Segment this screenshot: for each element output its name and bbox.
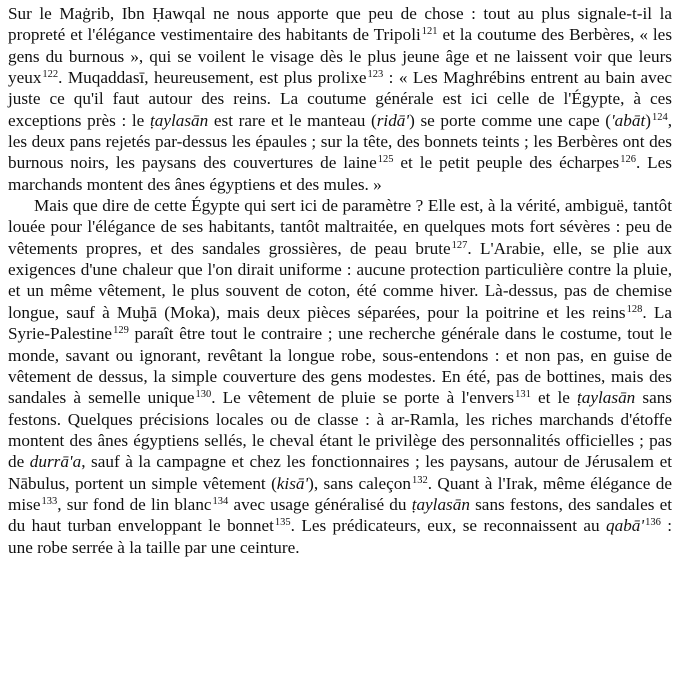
italic-term: ṭaylasān [411, 494, 470, 514]
italic-term: 'abāt [611, 110, 646, 130]
text-run: , les deux pans rejetés par-dessus les épaules ; sur la tête, des bonnets teints ; les Berbères ont des burnous noirs, les paysans des couvertures de laine [8, 110, 673, 173]
footnote-ref: 127 [451, 239, 468, 251]
text-run: : une robe serrée à la taille par une ceinture. [8, 516, 673, 557]
text-run: : « Les Maghrébins entrent au bain avec juste ce qu'il faut autour des reins. La coutume générale est ici celle de l'Égypte, à ces exceptions près : le [8, 68, 672, 130]
text-run: avec usage généralisé du [228, 494, 412, 514]
text-run: . Quant à l'Irak, même élégance de mise [8, 473, 672, 514]
footnote-ref: 131 [515, 389, 531, 401]
paragraph-maghrib [8, 3, 672, 195]
footnote-ref: 129 [113, 325, 129, 337]
italic-term: ridā' [376, 110, 410, 130]
footnote-ref: 130 [195, 389, 212, 401]
footnote-ref: 133 [41, 495, 58, 507]
footnote-ref: 134 [212, 495, 229, 507]
text-run: sans festons. Quelques précisions locales ou de classe : à ar-Ramla, les riches marchands d'étoffe montent des ânes égyptiens sellés, le cheval étant le privilège des personnalités officielles ; pas de [8, 388, 672, 472]
footnote-ref: 124 [651, 111, 668, 123]
text-run: . La Syrie-Palestine [8, 302, 672, 344]
text-run: et la coutume des Berbères, « les gens du burnous », qui se voilent le visage dès le plus jeune âge et ne laissent voir que leurs yeux [8, 25, 673, 88]
footnote-ref: 122 [42, 69, 59, 81]
text-run: . Muqaddasī, heureusement, est plus prolixe [58, 68, 367, 88]
text-run: , sur fond de lin blanc [57, 494, 212, 514]
text-run: Sur le Maġrib, Ibn Ḥawqal ne nous apporte que peu de chose : tout au plus signale-t-il la propreté et l'élégance vestimentaire des habitants de Tripoli [8, 4, 672, 45]
footnote-ref: 136 [645, 517, 661, 529]
footnote-ref: 135 [274, 517, 291, 529]
footnote-ref: 123 [367, 69, 384, 81]
paragraph-egypte [8, 195, 672, 558]
text-run: est rare et le manteau ( [208, 110, 377, 130]
text-run: , sauf à la campagne et chez les fonctionnaires ; les paysans, autour de Jérusalem et Nābulus, portent un simple vêtement ( [8, 452, 672, 493]
text-run: ) [645, 110, 651, 130]
footnote-ref: 125 [377, 154, 394, 166]
text-run: et le [530, 388, 578, 408]
italic-term: durrā'a [29, 452, 82, 472]
text-run: ), sans caleçon [308, 473, 411, 493]
text-run: . Le vêtement de pluie se porte à l'envers [211, 388, 515, 408]
text-run: Mais que dire de cette Égypte qui sert ici de paramètre ? Elle est, à la vérité, ambiguë, tantôt louée pour l'élégance de ses habitants, tantôt maltraitée, en quelques mots fort sévères : peu de vêtements propres, et des sandales grossières, de peau brute [8, 196, 672, 258]
text-run: . Les prédicateurs, eux, se reconnaissent au [290, 516, 607, 536]
footnote-ref: 128 [626, 303, 643, 315]
text-run: paraît être tout le contraire ; une recherche générale dans le costume, tout le monde, savant ou ignorant, revêtant la longue robe, sous-entendons : et non pas, en guise de vêtement de dessus, la simple couverture des gens modestes. En été, pas de bottines, mais des sandales à semelle unique [8, 324, 672, 408]
italic-term: kisā' [276, 473, 309, 493]
text-run: . Les marchands montent des ânes égyptiens et des mules. » [8, 153, 672, 194]
text-run: et le petit peuple des écharpes [393, 153, 620, 173]
footnote-ref: 132 [412, 474, 428, 486]
text-run: . L'Arabie, elle, se plie aux exigences d'une chaleur que l'on dirait uniforme : aucune protection particulière contre la pluie, et un même vêtement, le plus souvent de coton, été comme hiver. Là-dessus, pas de chemise longue, sauf à Muḫā (Moka), mais deux pièces séparées, pour la poitrine et les reins [8, 238, 673, 322]
footnote-ref: 121 [421, 26, 438, 38]
italic-term: ṭaylasān [149, 110, 209, 130]
italic-term: ṭaylasān [577, 388, 636, 408]
text-run: sans festons, des sandales et du haut turban enveloppant le bonnet [8, 494, 672, 536]
footnote-ref: 126 [620, 154, 636, 166]
italic-term: qabā' [606, 516, 645, 536]
text-run: ) se porte comme une cape ( [409, 110, 611, 130]
